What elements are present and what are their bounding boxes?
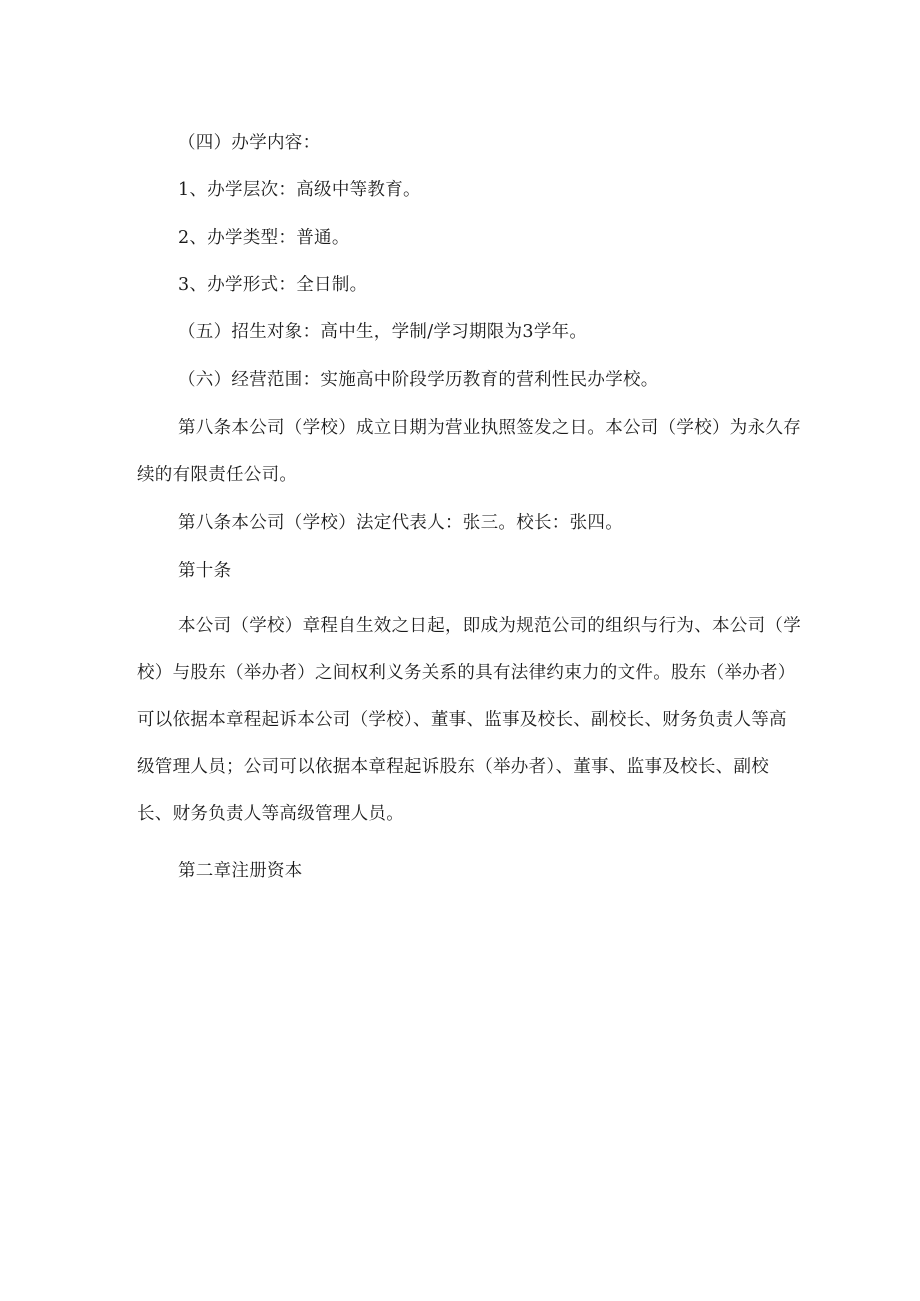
- chapter-heading-registered-capital: 第二章注册资本: [178, 861, 303, 881]
- paragraph-education-form: 3、办学形式：全日制。: [178, 275, 368, 295]
- paragraph-article-establishment: 第八条本公司（学校）成立日期为营业执照签发之日。本公司（学校）为永久存续的有限责任公司。: [137, 418, 801, 485]
- paragraph-article-ten-body: 本公司（学校）章程自生效之日起，即成为规范公司的组织与行为、本公司（学校）与股东（举办者）之间权利义务关系的具有法律约束力的文件。股东（举办者）可以依据本章程起诉本公司（学校）、董事、监事及校长、副校长、财务负责人等高级管理人员；公司可以依据本章程起诉股东（举办者）、董事、监事及校长、副校长、财务负责人等高级管理人员。: [137, 616, 801, 824]
- paragraph-education-type: 2、办学类型：普通。: [178, 228, 350, 248]
- paragraph-business-scope: （六）经营范围：实施高中阶段学历教育的营利性民办学校。: [178, 370, 659, 390]
- paragraph-article-representative: 第八条本公司（学校）法定代表人：张三。校长：张四。: [178, 513, 623, 533]
- paragraph-article-ten-heading: 第十条: [178, 561, 232, 581]
- paragraph-enrollment: （五）招生对象：高中生，学制/学习期限为3学年。: [178, 322, 588, 342]
- paragraph-education-level: 1、办学层次：高级中等教育。: [178, 180, 421, 200]
- paragraph-education-content: （四）办学内容：: [178, 133, 321, 153]
